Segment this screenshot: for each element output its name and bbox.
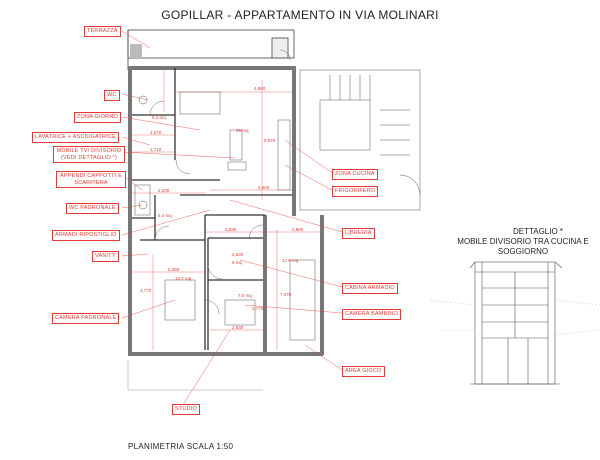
base-lines xyxy=(128,360,263,390)
dim-d13: 5,360 xyxy=(168,267,180,272)
dim-d3: 6,2 mq xyxy=(152,115,166,120)
label-lavatrice: LAVATRICE + ASCIUGATRICE xyxy=(32,132,119,143)
door-swings xyxy=(150,50,290,314)
page-title: GOPILLAR - APPARTAMENTO IN VIA MOLINARI xyxy=(161,8,439,22)
dim-d10: 2,960 xyxy=(292,227,304,232)
label-wc-padronale: WC PADRONALE xyxy=(66,203,119,214)
dim-d21: 2,770 xyxy=(252,306,264,311)
label-cabina: CABINA ARMADIO xyxy=(342,283,398,294)
dim-d4: 1,670 xyxy=(150,130,162,135)
label-zona-giorno: ZONA GIORNO xyxy=(74,112,121,123)
label-armadi: ARMADI RIPOSTIGLIO xyxy=(52,230,120,241)
label-terrazza: TERRAZZA xyxy=(84,26,121,37)
label-camera-bambino: CAMERA BAMBINO xyxy=(342,309,401,320)
label-frigorifero: FRIGORIFERO xyxy=(332,186,378,197)
dim-d1: 4,980 xyxy=(254,86,266,91)
dim-d11: 2,630 xyxy=(232,252,244,257)
dimension-lines xyxy=(132,70,320,350)
label-libreria: LIBRERIA xyxy=(342,228,375,239)
dim-d14: 13,7 mq xyxy=(175,276,192,281)
dim-d17: 4,770 xyxy=(140,288,152,293)
dim-d18: 2,630 xyxy=(232,325,244,330)
dim-d15: 17,6 mq xyxy=(282,258,299,263)
scale-label: PLANIMETRIA SCALA 1:50 xyxy=(128,442,234,451)
terrace-area xyxy=(128,30,294,70)
label-mobile-tv: MOBILE TV/ DIVISORIO (VEDI DETTAGLIO *) xyxy=(53,146,125,163)
dim-d2: 29 mq xyxy=(236,128,249,133)
detail-cabinet-drawing xyxy=(470,262,562,384)
label-area-gioco: AREA GIOCO xyxy=(342,366,385,377)
detail-title xyxy=(457,227,600,257)
label-studio: STUDIO xyxy=(172,404,200,415)
dim-d8: 5,4 mq xyxy=(158,213,172,218)
label-appendi: APPENDI CAPPOTTI E SCARPIERA xyxy=(56,171,126,188)
label-vanity: VANITY xyxy=(92,251,119,262)
dim-d5: 1,710 xyxy=(150,147,162,152)
detail-title-line1: DETTAGLIO * xyxy=(512,227,564,236)
outer-walls xyxy=(128,66,324,356)
dim-d12: 5 mq xyxy=(232,260,243,265)
dim-d20: 7,470 xyxy=(280,292,292,297)
interior-walls xyxy=(132,68,292,350)
label-wc: WC xyxy=(104,90,120,101)
dim-d6: 2,200 xyxy=(158,188,170,193)
dim-d19: 6,570 xyxy=(264,138,276,143)
label-camera-padronale: CAMERA PADRONALE xyxy=(52,313,119,324)
dim-d16: 7,5 mq xyxy=(238,293,252,298)
label-zona-cucina: ZONA CUCINA xyxy=(332,169,378,180)
detail-title-line2: MOBILE DIVISORIO TRA CUCINA E SOGGIORNO xyxy=(457,237,589,256)
dim-d9: 3,530 xyxy=(225,227,237,232)
dim-d7: 4,560 xyxy=(258,185,270,190)
